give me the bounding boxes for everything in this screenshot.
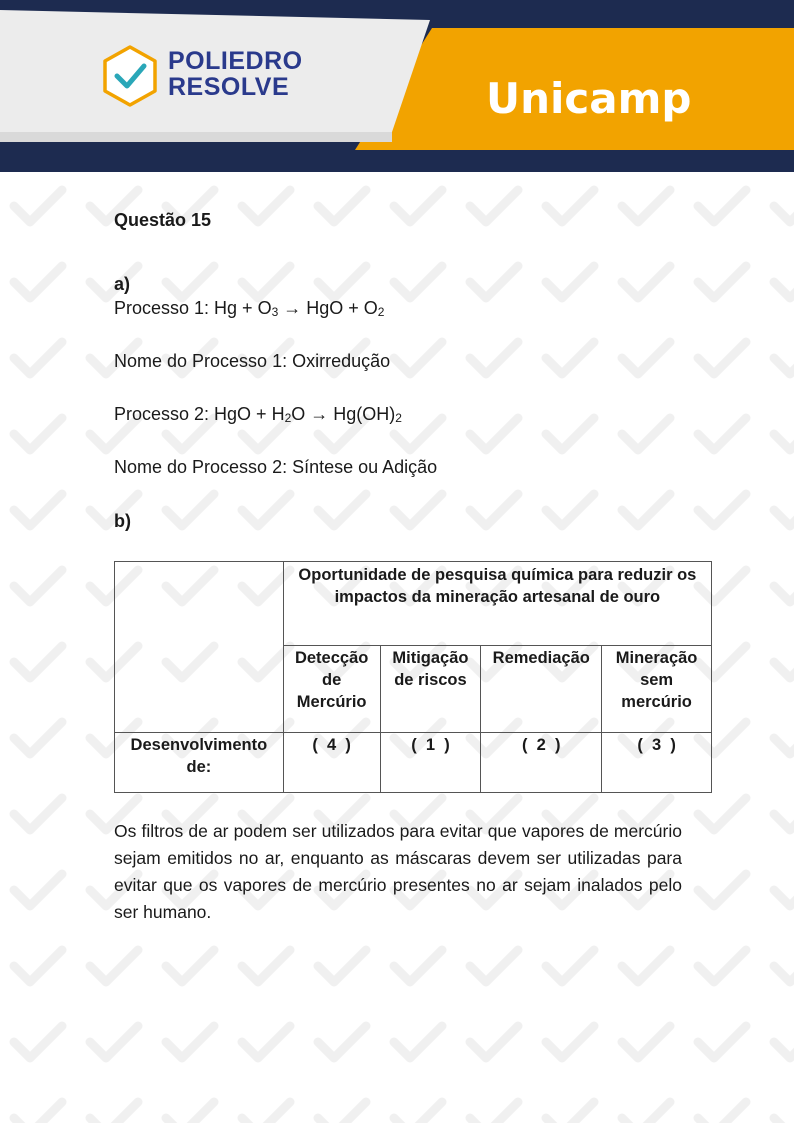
table-cell: ( 4 ) bbox=[283, 733, 380, 793]
column-header: Detecção de Mercúrio bbox=[283, 646, 380, 733]
process-1-equation: Processo 1: $Hg + O_3$ → HgO + $O_2$ bbox=[114, 298, 385, 319]
exam-title: Unicamp bbox=[486, 74, 692, 123]
process-2-equation: Processo 2: HgO + $H_2O \to Hg(OH)_2$ bbox=[114, 404, 402, 425]
table-cell: ( 1 ) bbox=[380, 733, 481, 793]
column-header: Mineração sem mercúrio bbox=[602, 646, 712, 733]
table-cell: ( 2 ) bbox=[481, 733, 602, 793]
brand-logo-text bbox=[168, 48, 303, 100]
column-header: Remediação bbox=[481, 646, 602, 733]
table-cell: ( 3 ) bbox=[602, 733, 712, 793]
table-header: Oportunidade de pesquisa química para reduzir os impactos da mineração artesanal de ouro bbox=[283, 562, 711, 646]
page-header bbox=[0, 0, 794, 172]
column-header: Mitigação de riscos bbox=[380, 646, 481, 733]
row-label: Desenvolvimento de: bbox=[115, 733, 284, 793]
question-title: Questão 15 bbox=[114, 210, 212, 230]
research-opportunity-table bbox=[114, 561, 712, 793]
brand-line-1: POLIEDRO bbox=[168, 47, 303, 75]
brand-line-2: RESOLVE bbox=[168, 73, 290, 101]
checkmark-shield-icon bbox=[100, 44, 160, 108]
answer-paragraph: Os filtros de ar podem ser utilizados para evitar que vapores de mercúrio sejam emitidos no ar, enquanto as máscaras devem ser utilizadas para evitar que os vapores de mercúrio presentes no ar sejam inalados pelo ser humano. bbox=[114, 821, 682, 922]
part-b-label: b) bbox=[114, 511, 131, 531]
part-a-label: a) bbox=[114, 274, 131, 294]
process-1-name: Nome do Processo 1: Oxirredução bbox=[114, 351, 391, 371]
table-corner-cell bbox=[115, 562, 284, 733]
process-2-name: Nome do Processo 2: Síntese ou Adição bbox=[114, 457, 438, 477]
